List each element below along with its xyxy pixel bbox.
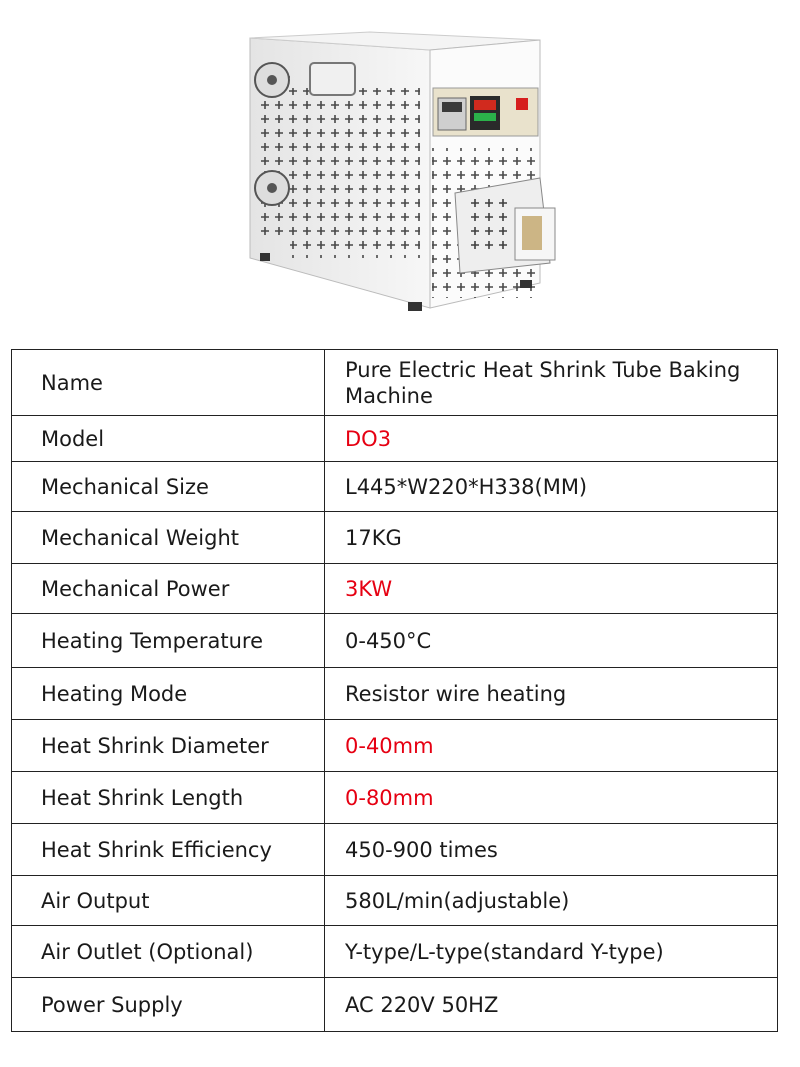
spec-value: Pure Electric Heat Shrink Tube Baking Machine [325,350,778,416]
spec-value: 0-450°C [325,614,778,668]
spec-value: Resistor wire heating [325,668,778,720]
table-row [12,926,778,978]
table-row [12,668,778,720]
spec-value: L445*W220*H338(MM) [325,462,778,512]
table-row [12,350,778,416]
table-row [12,720,778,772]
spec-label: Model [12,416,325,462]
spec-label: Heating Temperature [12,614,325,668]
spec-value: 3KW [325,564,778,614]
spec-label: Air Output [12,876,325,926]
table-row [12,416,778,462]
table-row [12,614,778,668]
spec-table [11,349,778,1032]
spec-value: 580L/min(adjustable) [325,876,778,926]
fan-icon [255,63,289,97]
spec-value: Y-type/L-type(standard Y-type) [325,926,778,978]
spec-value: AC 220V 50HZ [325,978,778,1032]
spec-label: Mechanical Power [12,564,325,614]
spec-label: Power Supply [12,978,325,1032]
table-row [12,512,778,564]
spec-label: Heat Shrink Diameter [12,720,325,772]
spec-value: 17KG [325,512,778,564]
product-image [230,28,570,318]
spec-value: 0-80mm [325,772,778,824]
table-row [12,564,778,614]
table-row [12,824,778,876]
spec-label: Air Outlet (Optional) [12,926,325,978]
spec-label: Mechanical Weight [12,512,325,564]
spec-label: Heating Mode [12,668,325,720]
fan-icon [255,171,289,205]
spec-label: Heat Shrink Length [12,772,325,824]
spec-value: DO3 [325,416,778,462]
spec-value: 0-40mm [325,720,778,772]
table-row [12,462,778,512]
table-row [12,978,778,1032]
spec-value: 450-900 times [325,824,778,876]
table-row [12,772,778,824]
spec-label: Name [12,350,325,416]
spec-label: Mechanical Size [12,462,325,512]
table-row [12,876,778,926]
spec-label: Heat Shrink Efficiency [12,824,325,876]
